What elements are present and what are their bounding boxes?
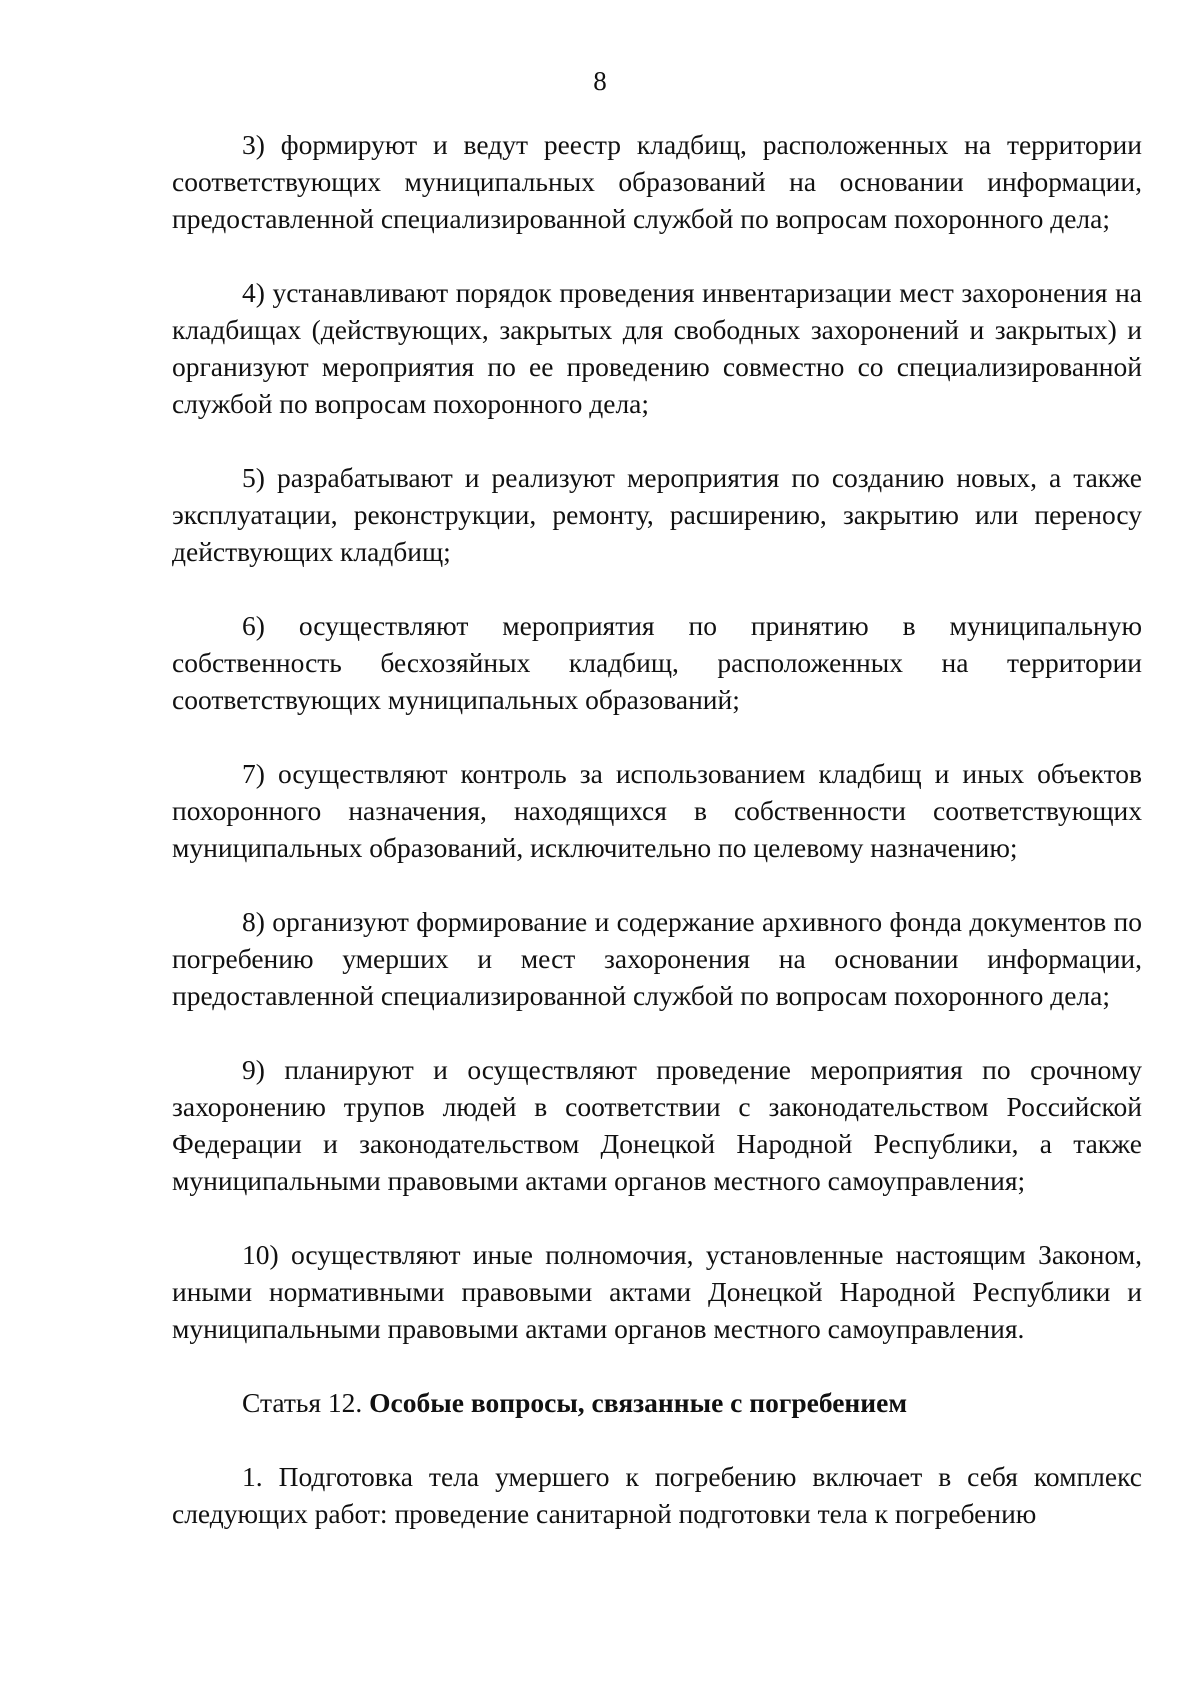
list-item-8: 8) организуют формирование и содержание архивного фонда документов по погребению умерших и мест захоронения на основании информации, предоставленной специализированной службой по вопросам похоронного дела; <box>172 906 1142 1011</box>
page-number: 8 <box>593 66 607 96</box>
article-paragraph-1: 1. Подготовка тела умершего к погребению включает в себя комплекс следующих работ: проведение санитарной подготовки тела к погребению <box>172 1461 1142 1529</box>
article-label: Статья 12. <box>242 1387 363 1418</box>
list-item-7: 7) осуществляют контроль за использованием кладбищ и иных объектов похоронного назначения, находящихся в собственности соответствующих муниципальных образований, исключительно по целевому назначению; <box>172 758 1142 863</box>
list-item-10: 10) осуществляют иные полномочия, установленные настоящим Законом, иными нормативными правовыми актами Донецкой Народной Республики и муниципальными правовыми актами органов местного самоуправления. <box>172 1239 1142 1344</box>
list-item-9: 9) планируют и осуществляют проведение мероприятия по срочному захоронению трупов людей в соответствии с законодательством Российской Федерации и законодательством Донецкой Народной Республики, а также муниципальными правовыми актами органов местного самоуправления; <box>172 1054 1142 1196</box>
list-item-4: 4) устанавливают порядок проведения инвентаризации мест захоронения на кладбищах (действующих, закрытых для свободных захоронений и закрытых) и организуют мероприятия по ее проведению совместно со специализированной службой по вопросам похоронного дела; <box>172 277 1142 419</box>
list-item-3: 3) формируют и ведут реестр кладбищ, расположенных на территории соответствующих муниципальных образований на основании информации, предоставленной специализированной службой по вопросам похоронного дела; <box>172 129 1142 234</box>
article-title: Особые вопросы, связанные с погребением <box>369 1387 908 1418</box>
article-heading <box>172 1384 1142 1421</box>
list-item-6: 6) осуществляют мероприятия по принятию в муниципальную собственность бесхозяйных кладбищ, расположенных на территории соответствующих муниципальных образований; <box>172 610 1142 715</box>
document-body <box>172 126 1142 1532</box>
list-item-5: 5) разрабатывают и реализуют мероприятия по созданию новых, а также эксплуатации, реконструкции, ремонту, расширению, закрытию или переносу действующих кладбищ; <box>172 462 1142 567</box>
